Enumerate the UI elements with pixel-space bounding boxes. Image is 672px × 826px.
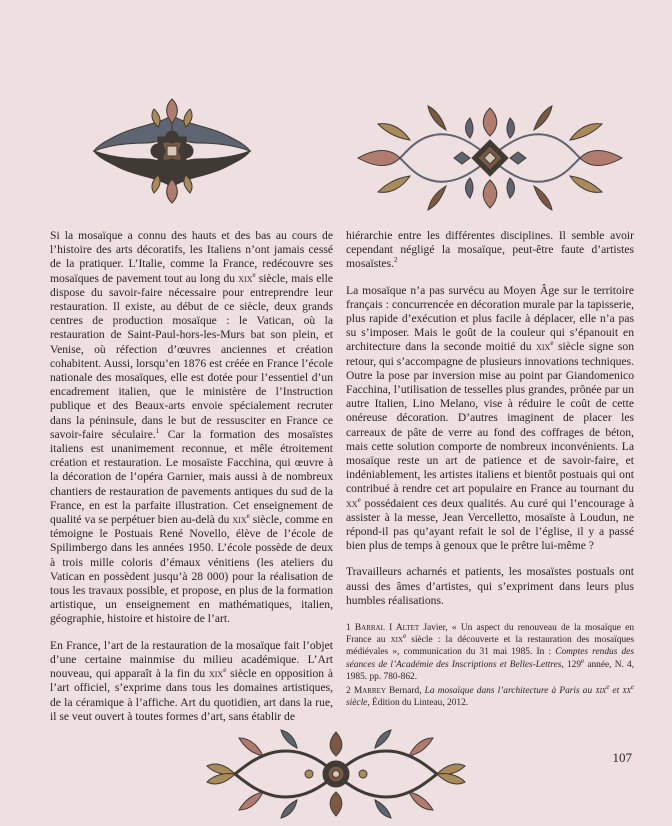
- mosaic-ornament-top-right: [350, 100, 630, 216]
- mosaic-ornament-bottom: [205, 726, 467, 822]
- page-number: 107: [612, 750, 632, 765]
- paragraph-artisans-conclusion: Travailleurs acharnés et patients, les mosaïstes postuals ont aussi des âmes d’artistes, qui s’expriment dans leurs plus humbles réalisations.: [346, 565, 634, 607]
- paragraph-hierarchy-continuation: hiérarchie entre les différentes disciplines. Il semble avoir cependant négligé la mosaïque, peut-être faute d’artistes mosaïstes.$^2$: [346, 229, 634, 271]
- text-column-left: [50, 229, 333, 724]
- footnotes: [346, 622, 634, 709]
- footnote-1: 1 Barral I Altet Javier, « Un aspect du renouveau de la mosaïque en France au xix$^e$ siècle : la découverte et la restauration des mosaïques médiévales », communication du 31 mai 1985. In : Comptes rendus des séances de l’Académie des Inscriptions et Belles-Lettres, 129e année, N. 4, 1985. pp. 780-862.: [346, 623, 635, 682]
- footnote-2: 2 Marrey Bernard, La mosaïque dans l’architecture à Paris au xix$^e$ et $xx^e$ siècle, Édition du Linteau, 2012.: [346, 682, 634, 709]
- paragraph-italian-mosaic-tradition: Si la mosaïque a connu des hauts et des bas au cours de l’histoire des arts décoratifs, les Italiens n’ont jamais cessé de la pratiquer. L’Italie, comme la France, redécouvre ses mosaïques de pavement tout au long du xix$^e$ siècle, mais elle dispose du savoir-faire nécessaire pour entreprendre leur restauration. Il existe, au début de ce siècle, deux grands centres de production mosaïque : le Vatican, où la restauration de Saint-Paul-hors-les-Murs bat son plein, et Venise, où réfection d’œuvres anciennes et création cohabitent. Aussi, lorsqu’en 1876 est créée en France l’école nationale des mosaïques, elle est dotée pour l’essentiel d’un encadrement italien, que le ministère de l’Instruction publique et des Beaux-arts envoie spécialement recruter dans la péninsule, dans le but de ressusciter en France ce savoir-faire séculaire.$^1$ Car la formation des mosaïstes italiens est unanimement reconnue, et mêle étroitement création et restauration. Le mosaïste Facchina, qui œuvre à la décoration de l’opéra Garnier, mais aussi à de nombreux chantiers de restauration de pavements antiques du sud de la France, en est la parfaite illustration. Cet enseignement de qualité va se perpétuer bien au-delà du xix$^e$ siècle, comme en témoigne le Postuais René Novello, élève de l’école de Spilimbergo dans les années 1950. L’école possède de deux à trois mille coloris d’émaux vénitiens (les ateliers du Vatican en possèdent jusqu’à 28 000) pour la réalisation de tous les travaux possible, et propose, en plus de la formation artistique, un enseignement en mathématiques, italien, géographie, histoire et histoire de l’art.: [50, 229, 333, 626]
- paragraph-art-nouveau: En France, l’art de la restauration de la mosaïque fait l’objet d’une certaine mainmise du milieu académique. L’Art nouveau, qui apparaît à la fin du xix$^e$ siècle en opposition à l’art officiel, s’exprime dans tous les domaines artistiques, de la céramique à l’affiche. Art du quotidien, art dans la rue, il se veut ouvert à toutes formes d’art, sans établir de: [50, 638, 333, 723]
- text-column-right: [346, 229, 634, 710]
- paragraph-mosaic-revival-france: La mosaïque n’a pas survécu au Moyen Âge sur le territoire français : concurrencée en décoration murale par la tapisserie, plus rapide d’exécution et plus facile à déplacer, elle n’a pas su s’imposer. Mais le goût de la couleur qui s’épanouit en architecture dans la seconde moitié du xix$^e$ siècle signe son retour, qui s’accompagne de plusieurs innovations techniques. Outre la pose par inversion mise au point par Giandomenico Facchina, l’utilisation de tesselles plus grandes, prônée par un autre Italien, Lino Melano, vise à réduire le coût de cette onéreuse décoration. D’autres imaginent de placer les carreaux de pâte de verre au fond des coffrages de béton, mais cette solution comporte de nombreux inconvénients. La mosaïque reste un art de patience et de savoir-faire, et indéniablement, les artistes italiens et bientôt postuais qui ont contribué à rendre cet art populaire en France au tournant du $xx^e$ possédaient ces deux qualités. Au curé qui l’encourage à assister à la messe, Jean Vercelletto, mosaïste à Loudun, ne répond-il pas qu’ayant refait le sol de l’église, il y a passé bien plus de temps à genoux que le prêtre lui-même ?: [346, 283, 635, 553]
- mosaic-ornament-top-left: [88, 95, 256, 207]
